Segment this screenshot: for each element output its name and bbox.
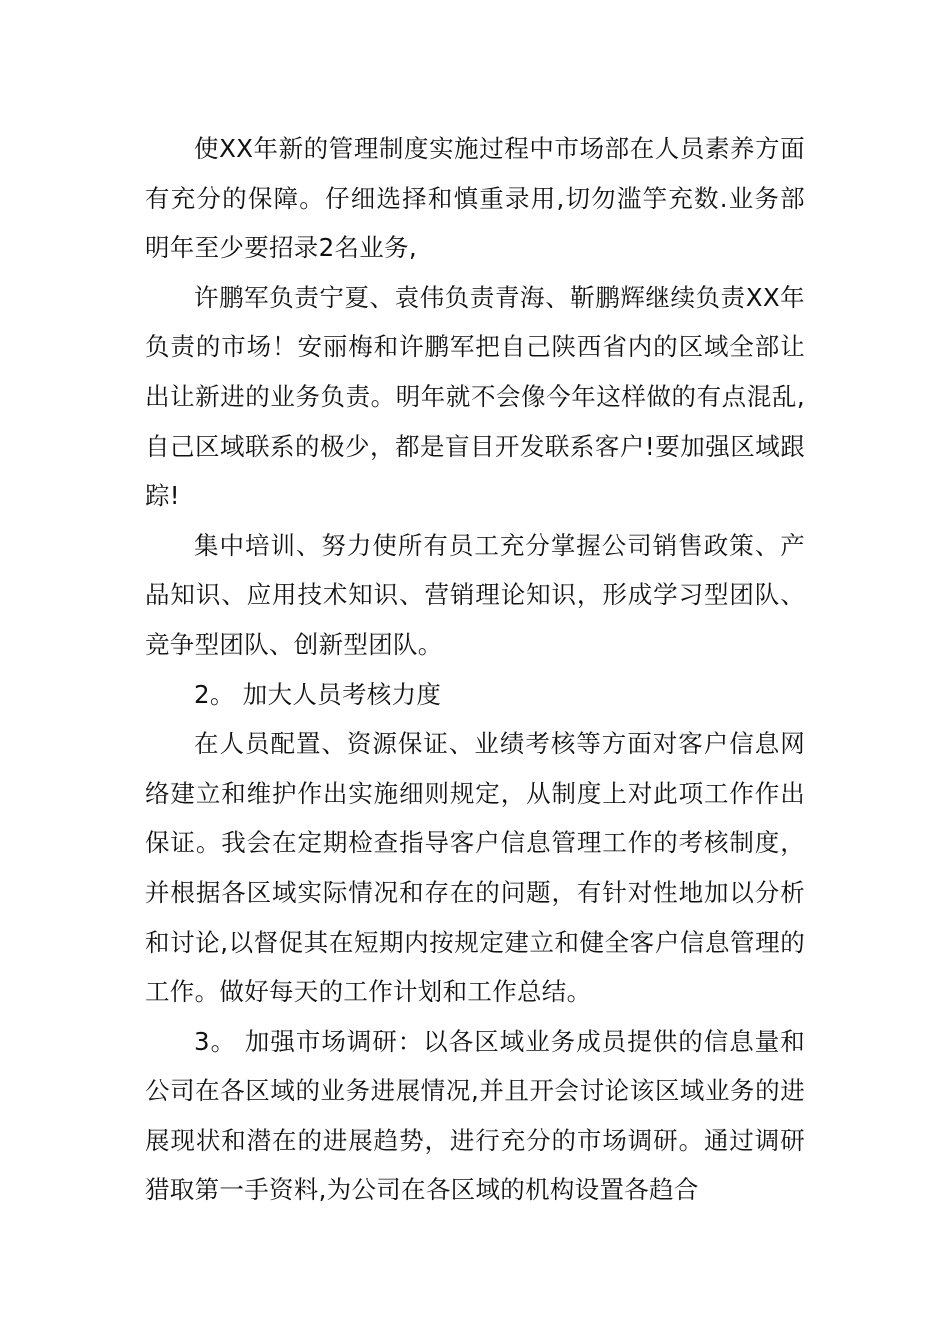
paragraph-market-research: 3。 加强市场调研：以各区域业务成员提供的信息量和公司在各区域的业务进展情况,并且开会讨论该区域业务的进展现状和潜在的进展趋势，进行充分的市场调研。通过调研猎取第一手资料,为公司在各区域的机构设置各趋合	[145, 1026, 805, 1205]
paragraph-region-assignment: 许鹏军负责宁夏、袁伟负责青海、靳鹏辉继续负责XX年负责的市场！安丽梅和许鹏军把自己陕西省内的区域全部让出让新进的业务负责。明年就不会像今年这样做的有点混乱,自己区域联系的极少，都是盲目开发联系客户!要加强区域跟踪!	[145, 282, 805, 511]
heading-assessment: 2。 加大人员考核力度	[194, 679, 442, 709]
document-body	[145, 124, 805, 1215]
paragraph-assessment: 在人员配置、资源保证、业绩考核等方面对客户信息网络建立和维护作出实施细则规定，从制度上对此项工作作出保证。我会在定期检查指导客户信息管理工作的考核制度，并根据各区域实际情况和存在的问题，有针对性地加以分析和讨论,以督促其在短期内按规定建立和健全客户信息管理的工作。做好每天的工作计划和工作总结。	[145, 729, 805, 1007]
paragraph-training: 集中培训、努力使所有员工充分掌握公司销售政策、产品知识、应用技术知识、营销理论知识，形成学习型团队、竞争型团队、创新型团队。	[145, 530, 805, 659]
paragraph-staff-quality: 使XX年新的管理制度实施过程中市场部在人员素养方面有充分的保障。仔细选择和慎重录用,切勿滥竽充数.业务部明年至少要招录2名业务,	[145, 134, 805, 263]
